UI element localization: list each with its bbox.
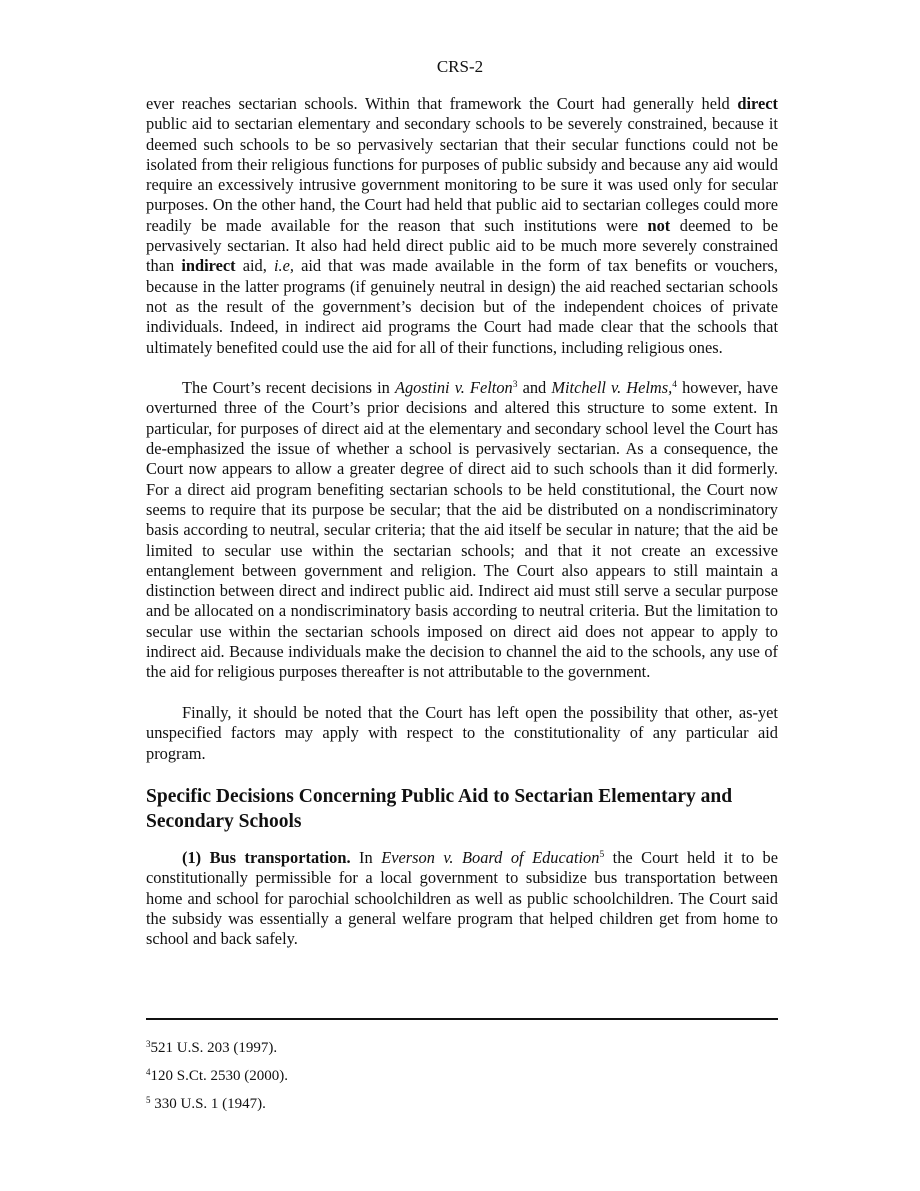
footnote-text: 521 U.S. 203 (1997). xyxy=(150,1040,278,1056)
footnote-ref-4[interactable]: 4 xyxy=(672,380,677,391)
text-run: In xyxy=(350,848,382,868)
text-run: public aid to sectarian elementary and secondary schools to be severely constrained, because it deemed such schools to be so pervasively sectarian that their secular functions could not be isolated from their religious functions for purposes of public subsidy and because any aid would require an excessively intrusive government monitoring to be sure it was used only for secular purposes. On the other hand, the Court had held that public aid to sectarian colleges could more readily be made available for the reason that such institutions were xyxy=(146,114,778,235)
text-run: ever reaches sectarian schools. Within that framework the Court had generally held xyxy=(146,94,738,113)
text-run: and xyxy=(517,378,552,398)
footnote-ref-3[interactable]: 3 xyxy=(512,380,518,391)
emphasis-direct: direct xyxy=(737,94,778,113)
footnote-3 xyxy=(146,1039,778,1057)
text-run: aid that was made available in the form of tax benefits or vouchers, because in the latter programs (if genuinely neutral in design) the aid reached sectarian schools not as the result of the government’s decision but of the independent choices of private individuals. Indeed, in indirect aid programs the Court had made clear that the schools that ultimately benefited could use the aid for all of their functions, including religious ones. xyxy=(146,256,778,357)
case-name-mitchell: Mitchell v. Helms, xyxy=(551,378,673,398)
footnote-mark: 5 xyxy=(146,1095,151,1105)
footnote-text: 330 U.S. 1 (1947). xyxy=(150,1096,266,1112)
footnote-4 xyxy=(146,1067,778,1085)
paragraph-bus-transportation xyxy=(146,848,778,949)
footnote-5 xyxy=(146,1095,778,1113)
footnotes xyxy=(146,1039,778,1123)
emphasis-not: not xyxy=(647,215,671,235)
paragraph-recent-decisions xyxy=(146,378,778,682)
emphasis-indirect: indirect xyxy=(181,256,236,276)
document-body xyxy=(146,94,778,970)
footnote-mark: 4 xyxy=(146,1067,151,1077)
footnote-ref-5[interactable]: 5 xyxy=(599,850,605,861)
footnote-mark: 3 xyxy=(146,1039,151,1049)
text-run: aid, xyxy=(235,256,274,276)
case-name-everson: Everson v. Board of Education xyxy=(381,848,600,868)
section-heading: Specific Decisions Concerning Public Aid to Sectarian Elementary and Secondary Schools xyxy=(146,786,733,833)
text-run: The Court’s recent decisions in xyxy=(182,378,395,398)
paragraph-finally xyxy=(146,703,778,764)
page-header xyxy=(0,56,920,78)
run-in-heading: (1) Bus transportation. xyxy=(182,848,351,868)
text-run: the Court held it to be constitutionally permissible for a local government to subsidize bus transportation between home and school for parochial schoolchildren as well as public schoolchildren. The Court said the subsidy was essentially a general welfare program that helped children get from home to school and back safely. xyxy=(146,848,778,949)
text-run: deemed to be pervasively sectarian. It also had held direct public aid to be much more severely constrained than xyxy=(146,215,778,276)
italic-ie: i.e, xyxy=(273,256,294,276)
footnote-text: 120 S.Ct. 2530 (2000). xyxy=(150,1068,289,1084)
case-name-agostini: Agostini v. Felton xyxy=(394,378,513,398)
paragraph-framework xyxy=(146,94,778,358)
page-number: CRS-2 xyxy=(436,57,484,76)
footnote-divider xyxy=(146,1018,778,1020)
text-run: however, have overturned three of the Court’s prior decisions and altered this structure to some extent. In particular, for purposes of direct aid at the elementary and secondary school level the Court has de-emphasized the issue of whether a school is pervasively sectarian. As a consequence, the Court now appears to allow a greater degree of direct aid to such schools than it did formerly. For a direct aid program benefiting sectarian schools to be held constitutional, the Court now seems to require that its purpose be secular; that the aid be distributed on a nondiscriminatory basis according to neutral, secular criteria; that the aid itself be secular in nature; that the aid be limited to secular use within the sectarian schools; and that it not create an excessive entanglement between government and religion. The Court also appears to still maintain a distinction between direct and indirect public aid. Indirect aid must still serve a secular purpose and be allocated on a nondiscriminatory basis according to neutral criteria. But the limitation to secular use within the sectarian schools imposed on direct aid does not appear to apply to indirect aid. Because individuals make the decision to channel the aid to the schools, any use of the aid for religious purposes thereafter is not attributable to the government. xyxy=(146,378,778,682)
text-run: Finally, it should be noted that the Court has left open the possibility that other, as-yet unspecified factors may apply with respect to the constitutionality of any particular aid program. xyxy=(146,702,778,763)
